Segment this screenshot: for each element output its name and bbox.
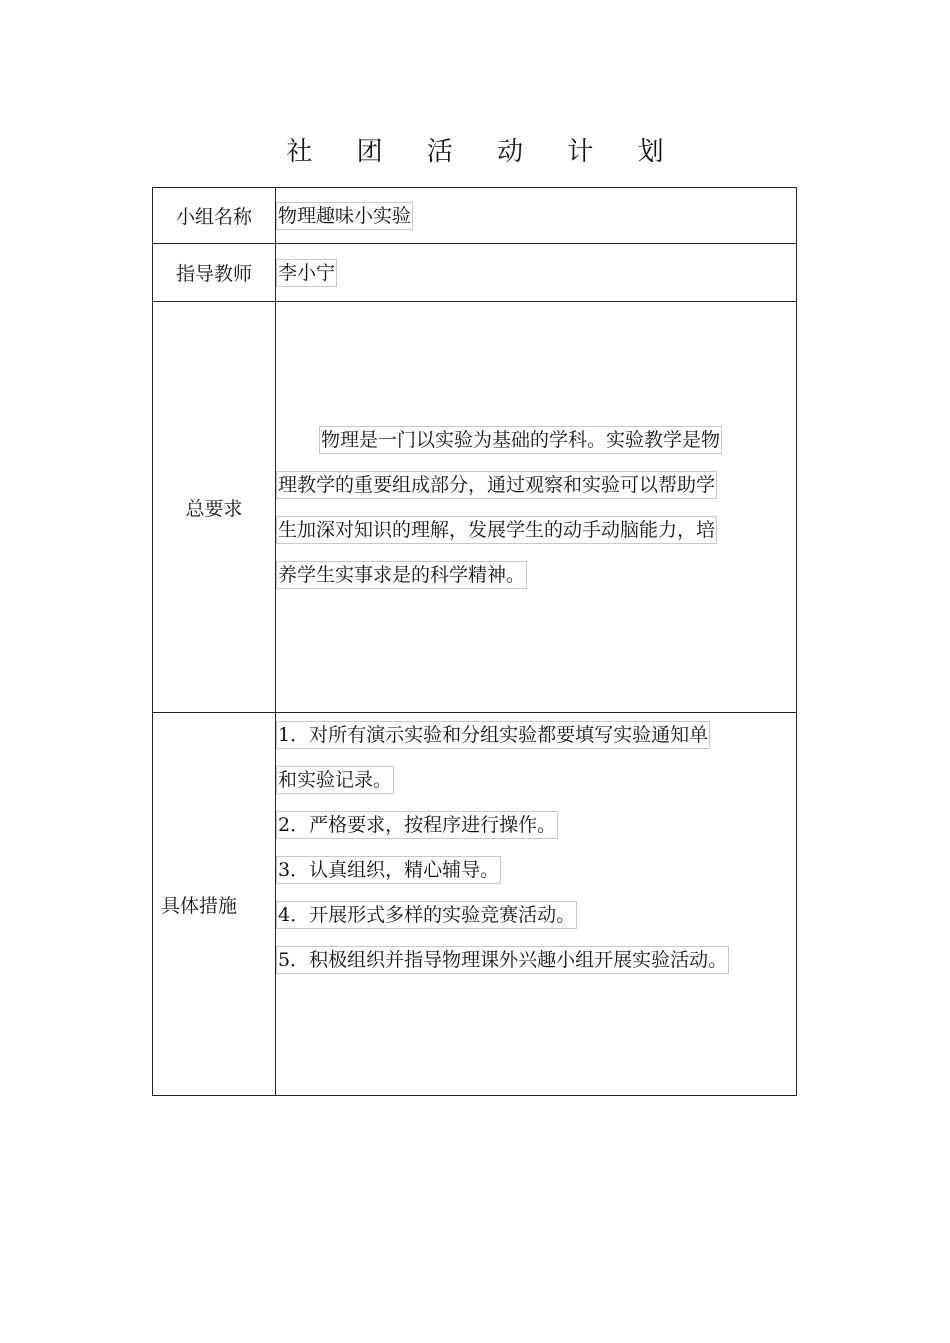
teacher-cell	[276, 244, 797, 302]
page-title: 社 团 活 动 计 划	[286, 137, 682, 167]
activity-plan-table	[152, 187, 797, 1096]
group-name-value: 物理趣味小实验	[276, 202, 413, 230]
requirements-cell	[276, 302, 797, 713]
measure-item: 4．开展形式多样的实验竞赛活动。	[276, 901, 577, 929]
measures-cell	[276, 713, 797, 1096]
group-name-row	[153, 188, 797, 244]
requirements-label: 总要求	[153, 302, 276, 713]
measure-item: 3．认真组织，精心辅导。	[276, 856, 501, 884]
requirements-line: 物理是一门以实验为基础的学科。实验教学是物	[319, 426, 722, 454]
requirements-line: 养学生实事求是的科学精神。	[276, 561, 527, 589]
measures-list	[276, 713, 796, 1094]
measures-row	[153, 713, 797, 1096]
teacher-row	[153, 244, 797, 302]
measure-item: 1．对所有演示实验和分组实验都要填写实验通知单	[276, 721, 710, 749]
measure-item: 5．积极组织并指导物理课外兴趣小组开展实验活动。	[276, 946, 729, 974]
measure-item: 2．严格要求，按程序进行操作。	[276, 811, 558, 839]
teacher-label: 指导教师	[153, 244, 276, 302]
requirements-paragraph	[276, 426, 796, 589]
measures-label: 具体措施	[153, 713, 276, 1096]
requirements-line: 理教学的重要组成部分，通过观察和实验可以帮助学	[276, 471, 717, 499]
requirements-line: 生加深对知识的理解，发展学生的动手动脑能力，培	[276, 516, 717, 544]
teacher-value: 李小宁	[276, 259, 337, 287]
group-name-label: 小组名称	[153, 188, 276, 244]
group-name-cell	[276, 188, 797, 244]
requirements-row	[153, 302, 797, 713]
measure-item: 和实验记录。	[276, 766, 394, 794]
